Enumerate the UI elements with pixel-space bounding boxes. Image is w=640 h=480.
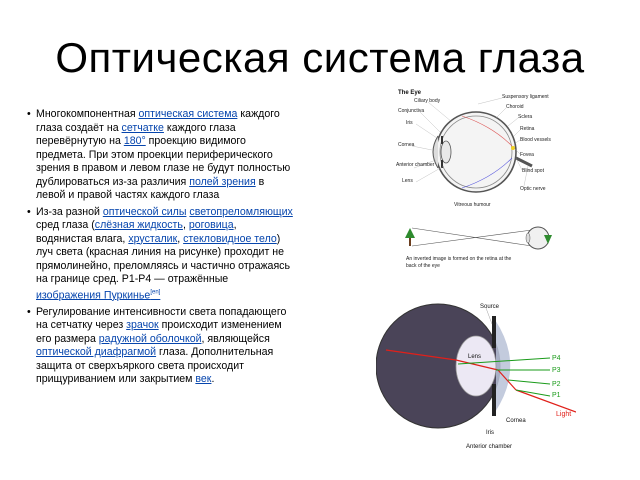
lens-shape [456, 336, 496, 396]
bullet-text: каждого глаза перевёрнутую на [36, 121, 236, 147]
label-suspensory-ligament: Suspensory ligament [502, 94, 549, 100]
label-optic-nerve: Optic nerve [520, 186, 546, 192]
bullet-text: проекцию видимого предмета. При этом проекции периферического зрения в правом и левом глазе не будут полностью дублироваться из-за различия [36, 135, 291, 188]
label-anterior-chamber: Anterior chamber [466, 444, 513, 450]
label-conjunctiva: Conjunctiva [398, 108, 425, 114]
label-blood-vessels: Blood vessels [520, 137, 551, 143]
bullet-text: Многокомпонентная [36, 108, 139, 120]
bullet-text: сред глаза ( [36, 219, 95, 231]
label-sclera: Sclera [518, 114, 533, 120]
purkinje-figure [376, 300, 576, 460]
label-cornea: Cornea [398, 142, 415, 148]
wiki-link[interactable]: роговица [188, 219, 234, 231]
wiki-link[interactable]: сетчатке [121, 121, 164, 134]
bullet-text: в левой и правой частях каждого глаза [36, 175, 265, 201]
label-lens: Lens [468, 354, 482, 360]
bullet-text: , [177, 232, 184, 245]
wiki-link[interactable]: хрусталик [128, 232, 178, 245]
label-fovea: Fovea [520, 152, 534, 158]
bullet-text: глаза. Дополнительная защита от сверхъяркого света происходит прищуриванием или закрытием [36, 346, 274, 386]
wiki-link[interactable]: век [195, 373, 212, 386]
bullet-item [28, 108, 296, 203]
label-iris: Iris [406, 120, 413, 126]
label-p2: P2 [552, 381, 561, 388]
wiki-link[interactable]: слёзная жидкость [94, 219, 183, 231]
label-blind-spot: Blind spot [522, 168, 544, 174]
bullet-text: Из-за разной [36, 205, 103, 218]
wiki-link[interactable]: оптической силы [102, 205, 187, 218]
wiki-link[interactable]: 180° [123, 135, 146, 147]
label-source: Source [480, 304, 500, 310]
label-vitreous-humour: Vitreous humour [454, 202, 491, 208]
bullet-text: , [182, 219, 189, 231]
inverted-image-caption-1: An inverted image is formed on the retina at the [406, 256, 512, 262]
bullet-text: . [211, 373, 215, 386]
label-iris: Iris [486, 430, 494, 436]
reference-superscript: [en] [150, 289, 161, 296]
bullet-text: происходит изменением его размера [36, 319, 282, 345]
eye-diagram [433, 112, 532, 192]
wiki-link[interactable]: стекловидное тело [183, 232, 277, 245]
iris-upper [492, 316, 496, 348]
label-choroid: Choroid [506, 104, 524, 110]
bullet-item [28, 206, 296, 303]
label-anterior-chamber: Anterior chamber [396, 162, 435, 168]
label-p1: P1 [552, 392, 561, 399]
wiki-link[interactable]: изображения Пуркинье [36, 289, 151, 302]
slide-title: Оптическая система глаза [55, 34, 585, 81]
wiki-link[interactable]: зрачок [126, 319, 159, 332]
cornea-shape [496, 320, 511, 412]
label-p3: P3 [552, 367, 561, 374]
label-p4: P4 [552, 355, 561, 362]
label-cornea: Cornea [506, 418, 526, 424]
bullet-list [28, 108, 296, 390]
inverted-image-figure [402, 222, 562, 272]
label-ciliary-body: Ciliary body [414, 98, 441, 104]
bullet-item [28, 306, 296, 387]
wiki-link[interactable]: оптическая система [138, 108, 238, 120]
bullet-text: ) луч света (красная линия на рисунке) проходит не прямолинейно, преломляясь и частично отражаясь на границе сред. P1-P4 — отражённые [36, 232, 291, 285]
label-lens: Lens [402, 178, 413, 184]
eye-figure-title: The Eye [398, 90, 422, 96]
bullet-text: каждого глаза создаёт на [36, 108, 280, 134]
inverted-image-caption-2: back of the eye [406, 263, 440, 269]
iris-lower [492, 384, 496, 416]
bullet-text: , являющейся [201, 332, 270, 345]
bullet-text: Регулирование интенсивности света попадающего на сетчатку через [36, 305, 287, 332]
wiki-link[interactable]: светопреломляющих [189, 205, 293, 218]
wiki-link[interactable]: полей зрения [189, 175, 256, 188]
wiki-link[interactable] [150, 289, 160, 301]
tree-icon [405, 228, 415, 246]
bullet-text: , водянистая влага, [36, 219, 237, 245]
wiki-link[interactable]: радужной оболочкой [98, 332, 202, 345]
wiki-link[interactable]: оптической диафрагмой [36, 346, 157, 359]
label-retina: Retina [520, 126, 535, 132]
eye-anatomy-figure [392, 86, 554, 214]
label-light: Light [556, 411, 572, 418]
